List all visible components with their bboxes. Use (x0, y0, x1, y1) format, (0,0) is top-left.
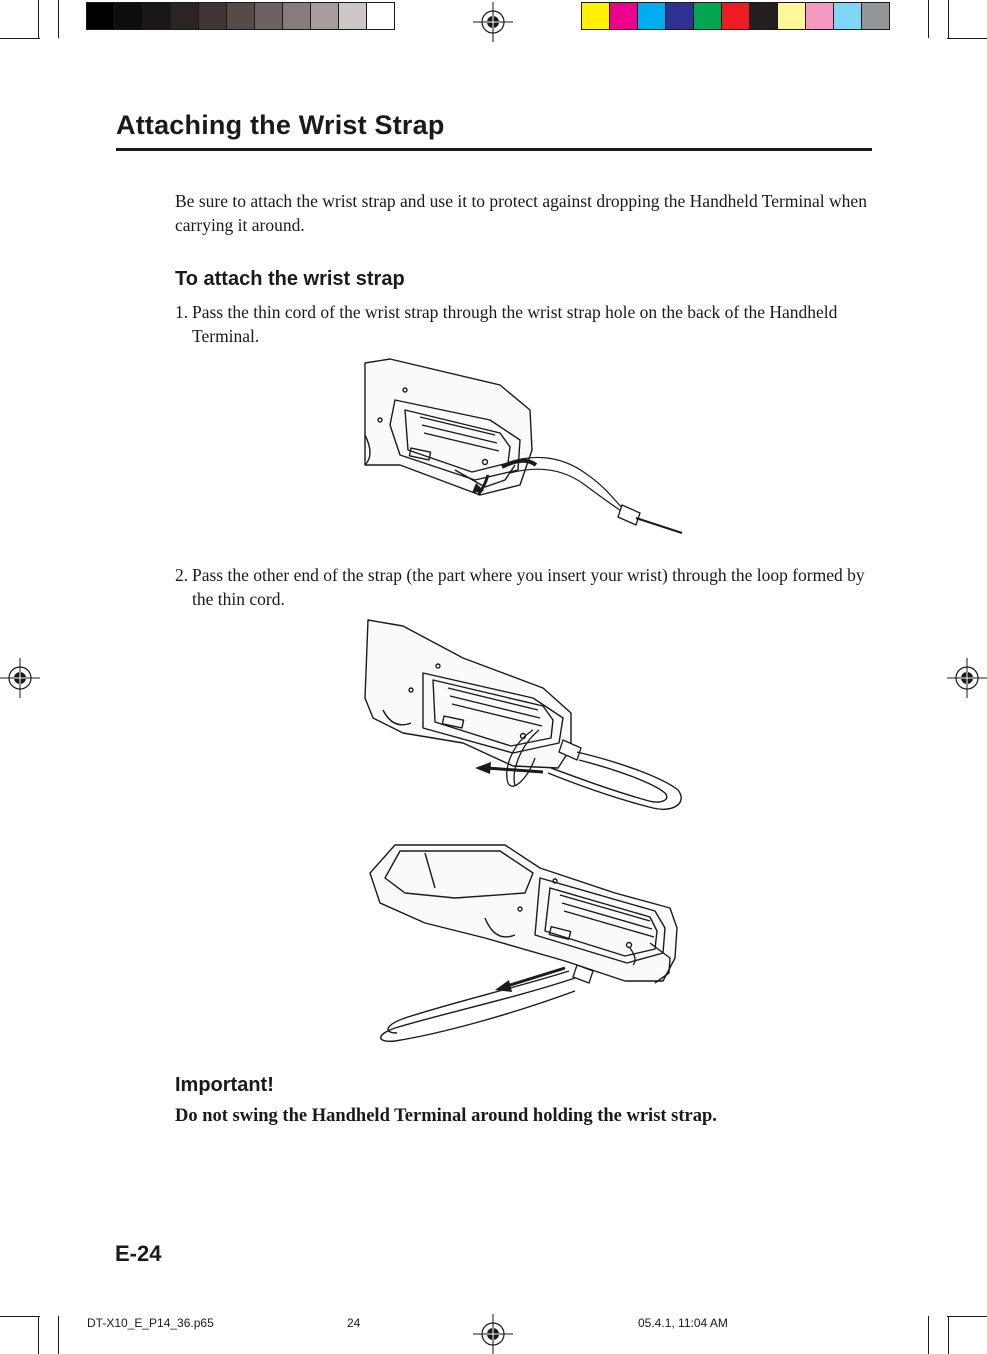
gray-swatch (227, 3, 255, 29)
gray-swatch (339, 3, 367, 29)
gray-swatch (199, 3, 227, 29)
figure-strap-pulled-tight (365, 843, 685, 1053)
crop-mark (38, 0, 39, 38)
important-text: Do not swing the Handheld Terminal around holding the wrist strap. (175, 1106, 717, 1126)
color-swatch (610, 3, 638, 29)
registration-target-icon (947, 658, 987, 698)
step-text: Pass the other end of the strap (the part where you insert your wrist) through the loop formed by the thin cord. (192, 565, 865, 609)
crop-mark (0, 38, 40, 39)
title-rule (116, 148, 872, 151)
color-swatch (806, 3, 834, 29)
crop-mark (58, 0, 59, 38)
crop-mark (928, 1316, 929, 1354)
crop-mark (38, 1316, 39, 1354)
page-number: E-24 (115, 1241, 162, 1266)
intro-paragraph: Be sure to attach the wrist strap and use it to protect against dropping the Handheld Terminal when carrying it around. (175, 191, 867, 235)
color-swatch (750, 3, 778, 29)
step-1 (175, 300, 875, 348)
color-swatch (638, 3, 666, 29)
step-text: Pass the thin cord of the wrist strap through the wrist strap hole on the back of the Handheld Terminal. (192, 302, 838, 346)
gray-swatch (255, 3, 283, 29)
gray-swatch (311, 3, 339, 29)
color-swatch (666, 3, 694, 29)
gray-swatch (171, 3, 199, 29)
step-2 (175, 563, 875, 611)
crop-mark (928, 0, 929, 38)
registration-target-icon (0, 658, 40, 698)
color-swatch (694, 3, 722, 29)
gray-calibration-bar (86, 2, 395, 30)
registration-target-icon (473, 2, 513, 42)
section-heading: To attach the wrist strap (175, 268, 405, 290)
gray-swatch (87, 3, 115, 29)
step-number: 1. (175, 302, 189, 322)
color-swatch (582, 3, 610, 29)
gray-swatch (367, 3, 394, 29)
color-swatch (862, 3, 889, 29)
gray-swatch (143, 3, 171, 29)
color-swatch (722, 3, 750, 29)
color-calibration-bar (581, 2, 890, 30)
crop-mark (0, 1316, 40, 1317)
step-number: 2. (175, 565, 189, 585)
crop-mark (947, 38, 987, 39)
page-title: Attaching the Wrist Strap (116, 110, 445, 140)
color-swatch (834, 3, 862, 29)
color-swatch (778, 3, 806, 29)
gray-swatch (283, 3, 311, 29)
crop-mark (947, 1316, 987, 1317)
registration-target-icon (473, 1314, 513, 1354)
crop-mark (948, 1316, 949, 1354)
footer-filename: DT-X10_E_P14_36.p65 (87, 1316, 214, 1330)
gray-swatch (115, 3, 143, 29)
crop-mark (58, 1316, 59, 1354)
footer-page: 24 (347, 1316, 361, 1330)
crop-mark (948, 0, 949, 38)
figure-strap-through-loop (363, 618, 693, 818)
footer-timestamp: 05.4.1, 11:04 AM (638, 1316, 728, 1330)
figure-strap-cord-through-hole (360, 355, 690, 535)
important-heading: Important! (175, 1074, 274, 1096)
